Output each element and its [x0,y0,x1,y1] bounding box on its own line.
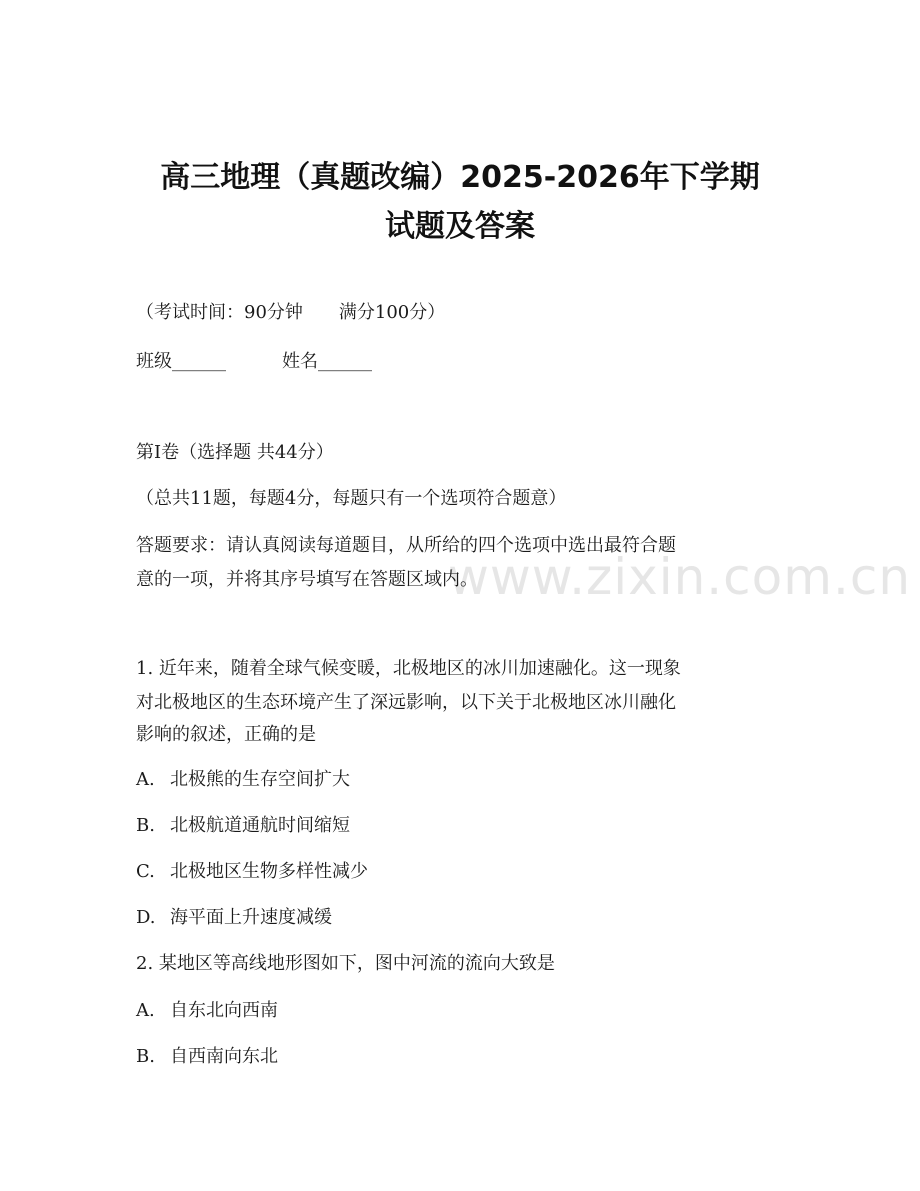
watermark: www.zixin.com.cn [448,548,912,606]
question-2-option-b [136,1042,796,1072]
question-1-stem-line-2: 对北极地区的生态环境产生了深远影响，以下关于北极地区冰川融化 [136,692,676,713]
question-1-option-b [136,811,796,841]
requirement-line-2: 意的一项，并将其序号填写在答题区域内。 [136,569,478,590]
option-text: 北极熊的生存空间扩大 [170,769,350,790]
page-title-line-2: 试题及答案 [385,209,535,244]
question-1-option-d [136,903,796,933]
option-letter: C. [136,861,155,882]
option-letter: A. [136,1000,155,1021]
option-letter: B. [136,1046,155,1067]
class-field-label: 班级______ [136,351,226,372]
question-1-option-c [136,857,796,887]
name-field-label: 姓名______ [282,351,372,372]
option-text: 自西南向东北 [170,1046,278,1067]
exam-info: （考试时间：90分钟 满分100分） [136,302,446,323]
question-1-stem-line-3: 影响的叙述，正确的是 [136,724,316,745]
page-title-line-1: 高三地理（真题改编）2025-2026年下学期 [160,160,760,195]
option-letter: A. [136,769,155,790]
option-text: 北极地区生物多样性减少 [170,861,368,882]
question-2-stem: 2. 某地区等高线地形图如下，图中河流的流向大致是 [136,953,555,974]
section-note: （总共11题，每题4分，每题只有一个选项符合题意） [136,488,567,509]
question-2-option-a [136,996,796,1026]
student-info [136,347,796,377]
option-text: 北极航道通航时间缩短 [170,815,350,836]
option-letter: B. [136,815,155,836]
option-text: 海平面上升速度减缓 [170,907,332,928]
requirement-line-1: 答题要求：请认真阅读每道题目，从所给的四个选项中选出最符合题 [136,535,676,556]
question-1-option-a [136,765,796,795]
section-heading: 第I卷（选择题 共44分） [136,442,334,463]
option-text: 自东北向西南 [170,1000,278,1021]
question-1-stem-line-1: 1. 近年来，随着全球气候变暖，北极地区的冰川加速融化。这一现象 [136,658,681,679]
option-letter: D. [136,907,156,928]
